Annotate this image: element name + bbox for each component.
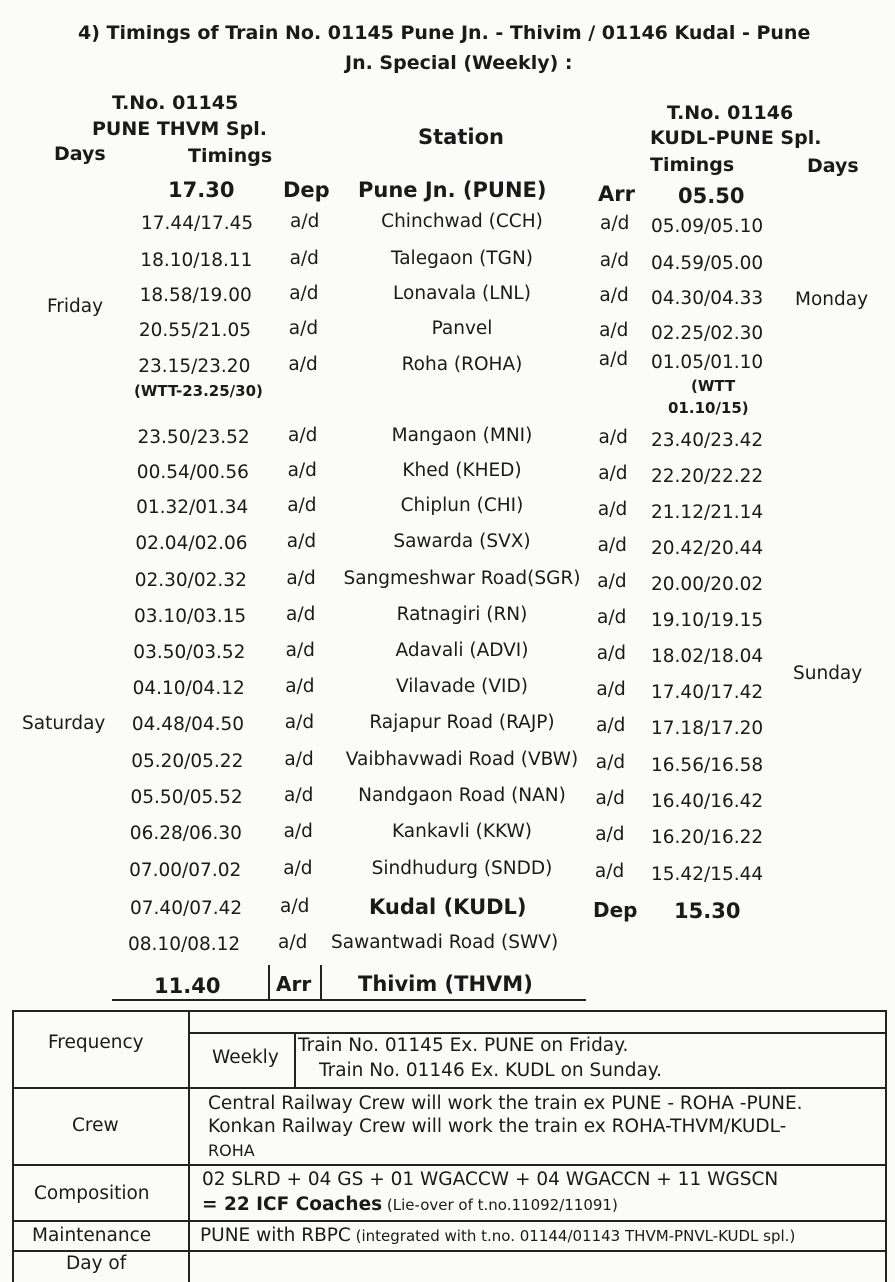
pune-arr-label: Arr	[598, 182, 635, 206]
right-train-no: T.No. 01146	[667, 102, 794, 124]
station-name: Roha (ROHA)	[401, 354, 523, 375]
left-time: 05.50/05.52	[130, 787, 243, 808]
right-arrival-departure: a/d	[598, 349, 629, 370]
station-name: Nandgaon Road (NAN)	[358, 785, 566, 806]
left-time: 07.00/07.02	[129, 860, 242, 881]
maintenance-note: (integrated with t.no. 01144/01143 THVM-PNVL-KUDL spl.)	[350, 1227, 796, 1245]
kudal-left-ad: a/d	[280, 896, 310, 917]
left-time: 06.28/06.30	[129, 823, 242, 844]
kudal-dep-time: 15.30	[674, 899, 741, 923]
station-name: Lonavala (LNL)	[393, 283, 531, 304]
maintenance-main: PUNE with RBPC	[200, 1225, 351, 1246]
right-arrival-departure: a/d	[599, 285, 629, 306]
station-name: Kankavli (KKW)	[391, 821, 533, 842]
right-time: 19.10/19.15	[651, 610, 764, 631]
station-name: Mangaon (MNI)	[391, 425, 533, 446]
left-arrival-departure: a/d	[289, 248, 319, 269]
day-saturday: Saturday	[22, 713, 106, 734]
maintenance-label: Maintenance	[32, 1225, 152, 1246]
right-time: 18.02/18.04	[651, 646, 764, 667]
right-arrival-departure: a/d	[598, 427, 628, 448]
right-time: 15.42/15.44	[651, 864, 764, 885]
thivim-arr-label: Arr	[276, 972, 312, 996]
day-friday: Friday	[47, 296, 104, 317]
station-name: Sindhudurg (SNDD)	[371, 858, 553, 879]
crew-line-1: Central Railway Crew will work the train ex PUNE - ROHA -PUNE.	[208, 1093, 803, 1114]
left-timings-header: Timings	[188, 145, 273, 167]
station-name: Khed (KHED)	[402, 460, 522, 481]
station-name: Sangmeshwar Road(SGR)	[343, 568, 581, 589]
left-arrival-departure: a/d	[285, 676, 315, 697]
right-time: 21.12/21.14	[651, 502, 764, 523]
info-row-line-3	[14, 1220, 885, 1222]
left-arrival-departure: a/d	[283, 821, 313, 842]
composition-line-2	[202, 1194, 618, 1215]
composition-line-1: 02 SLRD + 04 GS + 01 WGACCW + 04 WGACCN + 11 WGSCN	[202, 1169, 779, 1190]
right-time: 04.59/05.00	[651, 253, 764, 274]
day-sunday: Sunday	[793, 663, 863, 684]
station-name: Chinchwad (CCH)	[381, 211, 543, 232]
pune-station: Pune Jn. (PUNE)	[358, 178, 547, 202]
right-arrival-departure: a/d	[597, 535, 627, 556]
right-time: 22.20/22.22	[651, 466, 764, 487]
left-time: 20.55/21.05	[138, 320, 252, 341]
info-table	[12, 1010, 887, 1282]
kudal-left-time: 07.40/07.42	[130, 898, 243, 919]
composition-note: (Lie-over of t.no.11092/11091)	[382, 1196, 618, 1214]
frequency-value: Weekly	[212, 1047, 279, 1068]
left-arrival-departure: a/d	[284, 749, 314, 770]
kudal-dep-label: Dep	[593, 898, 638, 922]
right-arrival-departure: a/d	[600, 213, 630, 234]
info-row-line-1	[14, 1087, 885, 1089]
info-row-line-2	[14, 1164, 885, 1166]
left-time: 17.44/17.45	[141, 213, 254, 234]
info-col-line	[188, 1010, 190, 1282]
left-time: 02.04/02.06	[135, 533, 248, 554]
left-time: 18.58/19.00	[139, 285, 252, 306]
right-arrival-departure: a/d	[598, 463, 628, 484]
right-time: 20.42/20.44	[651, 538, 764, 559]
info-freq-top-line	[188, 1032, 885, 1034]
left-time: 23.15/23.20	[138, 356, 251, 377]
swv-left-ad: a/d	[278, 932, 308, 953]
left-arrival-departure: a/d	[287, 495, 317, 516]
left-days-header: Days	[54, 143, 106, 165]
left-time: 23.50/23.52	[137, 427, 250, 448]
crew-line-2: Konkan Railway Crew will work the train ex ROHA-THVM/KUDL-	[208, 1116, 787, 1137]
station-name: Vilavade (VID)	[396, 676, 528, 697]
right-time: 17.40/17.42	[651, 682, 764, 703]
swv-left-time: 08.10/08.12	[128, 934, 241, 955]
left-arrival-departure: a/d	[288, 318, 319, 339]
left-train-no: T.No. 01145	[112, 92, 239, 114]
day-monday: Monday	[795, 289, 869, 310]
left-arrival-departure: a/d	[284, 712, 315, 733]
right-arrival-departure: a/d	[597, 499, 628, 520]
station-name: Talegaon (TGN)	[390, 248, 533, 269]
roha-wtt-right-2: 01.10/15)	[668, 399, 749, 417]
right-time: 17.18/17.20	[651, 718, 764, 739]
left-time: 03.10/03.15	[134, 606, 247, 627]
station-name: Ratnagiri (RN)	[396, 604, 528, 625]
right-timings-header: Timings	[650, 154, 735, 176]
left-arrival-departure: a/d	[289, 283, 319, 304]
left-arrival-departure: a/d	[288, 425, 318, 446]
kudal-station: Kudal (KUDL)	[369, 895, 527, 919]
left-time: 18.10/18.11	[140, 250, 253, 271]
swv-station: Sawantwadi Road (SWV)	[331, 932, 559, 953]
left-arrival-departure: a/d	[285, 640, 315, 661]
right-arrival-departure: a/d	[595, 752, 626, 773]
left-arrival-departure: a/d	[290, 211, 320, 232]
thivim-underline	[112, 999, 586, 1001]
composition-label: Composition	[34, 1183, 150, 1204]
info-row-line-4	[14, 1250, 885, 1252]
maintenance-value	[200, 1225, 795, 1246]
right-time: 16.40/16.42	[651, 791, 764, 812]
station-name: Sawarda (SVX)	[393, 531, 531, 552]
title-line-2: Jn. Special (Weekly) :	[345, 52, 573, 74]
right-time: 16.20/16.22	[651, 827, 764, 848]
left-time: 05.20/05.22	[131, 751, 244, 772]
pune-dep-label: Dep	[283, 178, 330, 202]
left-train-name: PUNE THVM Spl.	[92, 118, 267, 140]
station-name: Chiplun (CHI)	[400, 495, 524, 516]
pune-dep-time: 17.30	[168, 178, 235, 202]
frequency-label: Frequency	[48, 1032, 144, 1053]
right-days-header: Days	[807, 155, 859, 177]
right-time: 05.09/05.10	[651, 216, 764, 237]
station-name: Panvel	[431, 318, 493, 339]
roha-wtt-left: (WTT-23.25/30)	[134, 382, 263, 400]
frequency-line-1: Train No. 01145 Ex. PUNE on Friday.	[298, 1035, 629, 1056]
thivim-station: Thivim (THVM)	[358, 972, 533, 996]
left-arrival-departure: a/d	[286, 568, 316, 589]
left-arrival-departure: a/d	[283, 858, 313, 879]
right-arrival-departure: a/d	[595, 788, 625, 809]
right-time: 23.40/23.42	[651, 430, 764, 451]
station-name: Rajapur Road (RAJP)	[369, 712, 555, 733]
crew-line-3: ROHA	[208, 1141, 255, 1160]
right-time: 02.25/02.30	[651, 323, 764, 344]
crew-label: Crew	[72, 1115, 119, 1136]
pune-arr-time: 05.50	[678, 184, 745, 208]
thivim-arr-time: 11.40	[154, 974, 221, 998]
thivim-divider-right	[320, 965, 322, 999]
frequency-line-2: Train No. 01146 Ex. KUDL on Sunday.	[319, 1060, 662, 1081]
left-arrival-departure: a/d	[286, 604, 316, 625]
title-line-1: 4) Timings of Train No. 01145 Pune Jn. - Thivim / 01146 Kudal - Pune	[78, 22, 811, 44]
day-of-label: Day of	[66, 1253, 127, 1274]
station-header: Station	[418, 125, 504, 149]
thivim-divider-left	[268, 965, 270, 999]
station-name: Adavali (ADVI)	[395, 640, 529, 661]
right-arrival-departure: a/d	[595, 824, 625, 845]
composition-coaches: = 22 ICF Coaches	[202, 1194, 383, 1215]
right-arrival-departure: a/d	[599, 250, 630, 271]
right-arrival-departure: a/d	[594, 861, 625, 882]
left-arrival-departure: a/d	[284, 785, 314, 806]
right-time: 01.05/01.10	[651, 352, 764, 373]
right-arrival-departure: a/d	[596, 715, 626, 736]
right-arrival-departure: a/d	[599, 320, 629, 341]
left-time: 04.48/04.50	[131, 714, 245, 735]
left-time: 00.54/00.56	[136, 462, 249, 483]
right-arrival-departure: a/d	[596, 643, 627, 664]
right-train-name: KUDL-PUNE Spl.	[650, 127, 822, 149]
right-arrival-departure: a/d	[596, 679, 626, 700]
right-arrival-departure: a/d	[597, 607, 627, 628]
right-time: 04.30/04.33	[651, 288, 764, 309]
right-time: 20.00/20.02	[651, 574, 764, 595]
info-weekly-line	[294, 1032, 296, 1087]
left-arrival-departure: a/d	[287, 460, 317, 481]
left-time: 01.32/01.34	[136, 497, 249, 518]
roha-wtt-right-1: (WTT	[691, 377, 736, 395]
station-name: Vaibhavwadi Road (VBW)	[345, 749, 579, 770]
left-arrival-departure: a/d	[286, 531, 317, 552]
right-arrival-departure: a/d	[597, 571, 627, 592]
right-time: 16.56/16.58	[651, 755, 764, 776]
left-time: 02.30/02.32	[134, 570, 247, 591]
left-arrival-departure: a/d	[288, 354, 318, 375]
info-row-line-top	[14, 1010, 885, 1012]
left-time: 04.10/04.12	[132, 678, 245, 699]
left-time: 03.50/03.52	[133, 642, 246, 663]
